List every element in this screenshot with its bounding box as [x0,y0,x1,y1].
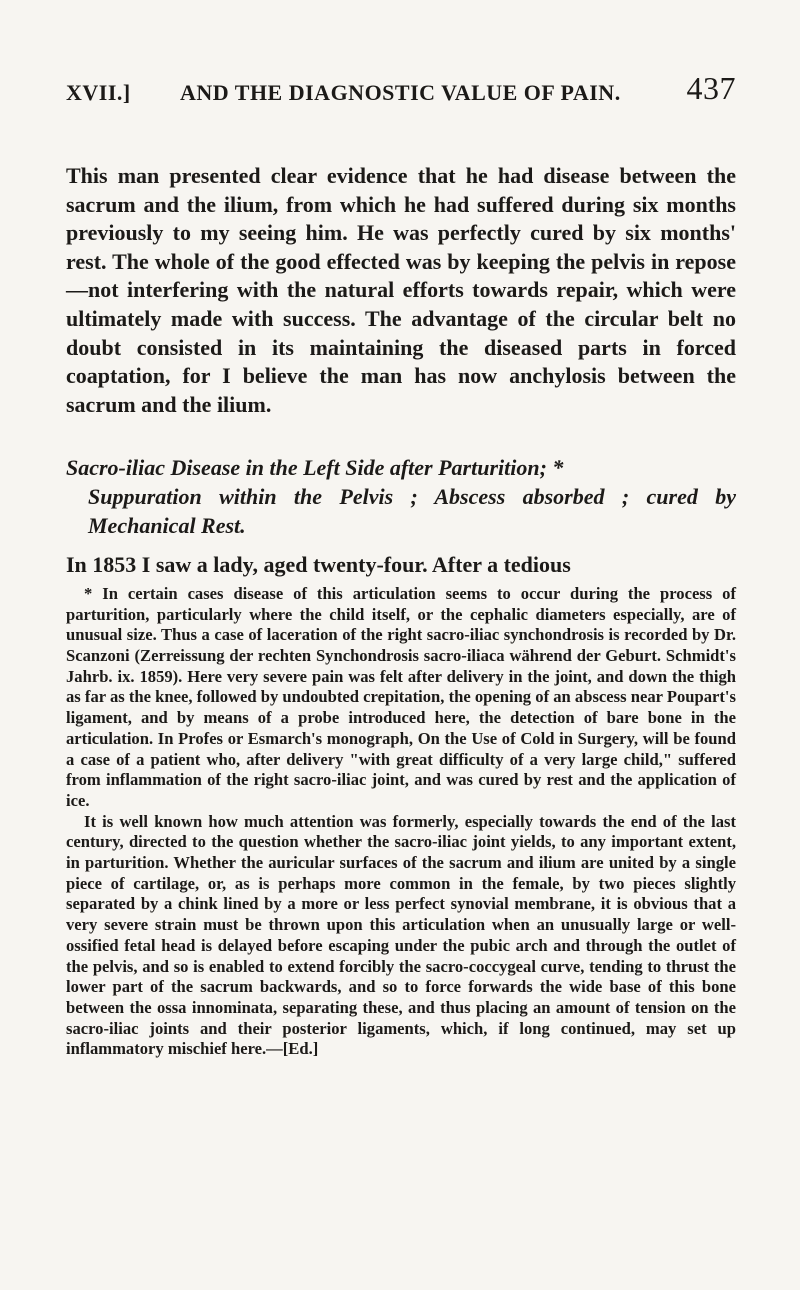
footnote [66,584,736,1060]
main-text-continued [66,551,736,580]
section-heading [66,453,736,540]
footnote-paragraph: It is well known how much attention was formerly, especially towards the end of the last century, directed to the question whether the sacro-iliac joint yields, to any important extent, in parturition. Whether the auricular surfaces of the sacrum and ilium are united by a single piece of cartilage, or, as is perhaps more common in the female, by two pieces slightly separated by a chink lined by a more or less perfect synovial membrane, it is obvious that a very severe strain must be thrown upon this articulation when an unusually large or well-ossified fetal head is delayed before escaping under the pubic arch and through the outlet of the pelvis, and so is enabled to extend forcibly the sacro-coccygeal curve, tending to thrust the lower part of the sacrum backwards, and so to force forwards the wide base of this bone between the ossa innominata, separating these, and thus placing an amount of tension on the sacro-iliac joints and their posterior ligaments, which, if long continued, may set up inflammatory mischief here.—[Ed.] [66,811,736,1059]
running-head [66,62,736,112]
main-text [66,162,736,419]
footnote-paragraph: * In certain cases disease of this articulation seems to occur during the process of parturition, particularly where the child itself, or the cephalic diameters especially, are of unusual size. Thus a case of laceration of the right sacro-iliac synchondrosis is recorded by Dr. Scanzoni (Zerreissung der rechten Synchondrosis sacro-iliaca während der Geburt. Schmidt's Jahrb. ix. 1859). Here very severe pain was felt after delivery in the joint, and down the thigh as far as the knee, followed by undoubted crepitation, the opening of an abscess near Poupart's ligament, and by means of a probe introduced here, the detection of bare bone in the articulation. In Profes or Esmarch's monograph, On the Use of Cold in Surgery, will be found a case of a patient who, after delivery "with great difficulty of a very large child," suffered from inflammation of the right sacro-iliac joint, and was cured by rest and the application of ice. [66,583,736,810]
section-heading-line: Sacro-iliac Disease in the Left Side after Parturition; * [66,455,564,481]
section-heading-line: Suppuration within the Pelvis ; Abscess absorbed ; cured by Mechanical Rest. [88,484,736,539]
paragraph: In 1853 I saw a lady, aged twenty-four. After a tedious [66,552,571,578]
paragraph: This man presented clear evidence that he had disease between the sacrum and the ilium, from which he had suffered during six months previously to my seeing him. He was perfectly cured by six months' rest. The whole of the good effected was by keeping the pelvis in repose —not interfering with the natural efforts towards repair, which were ultimately made with success. The advantage of the circular belt no doubt consisted in its maintaining the diseased parts in forced coaptation, for I believe the man has now anchylosis between the sacrum and the ilium. [66,163,736,417]
page-number: 437 [686,70,736,106]
running-title: AND THE DIAGNOSTIC VALUE OF PAIN. [180,80,621,105]
chapter-number: XVII.] [66,80,131,105]
